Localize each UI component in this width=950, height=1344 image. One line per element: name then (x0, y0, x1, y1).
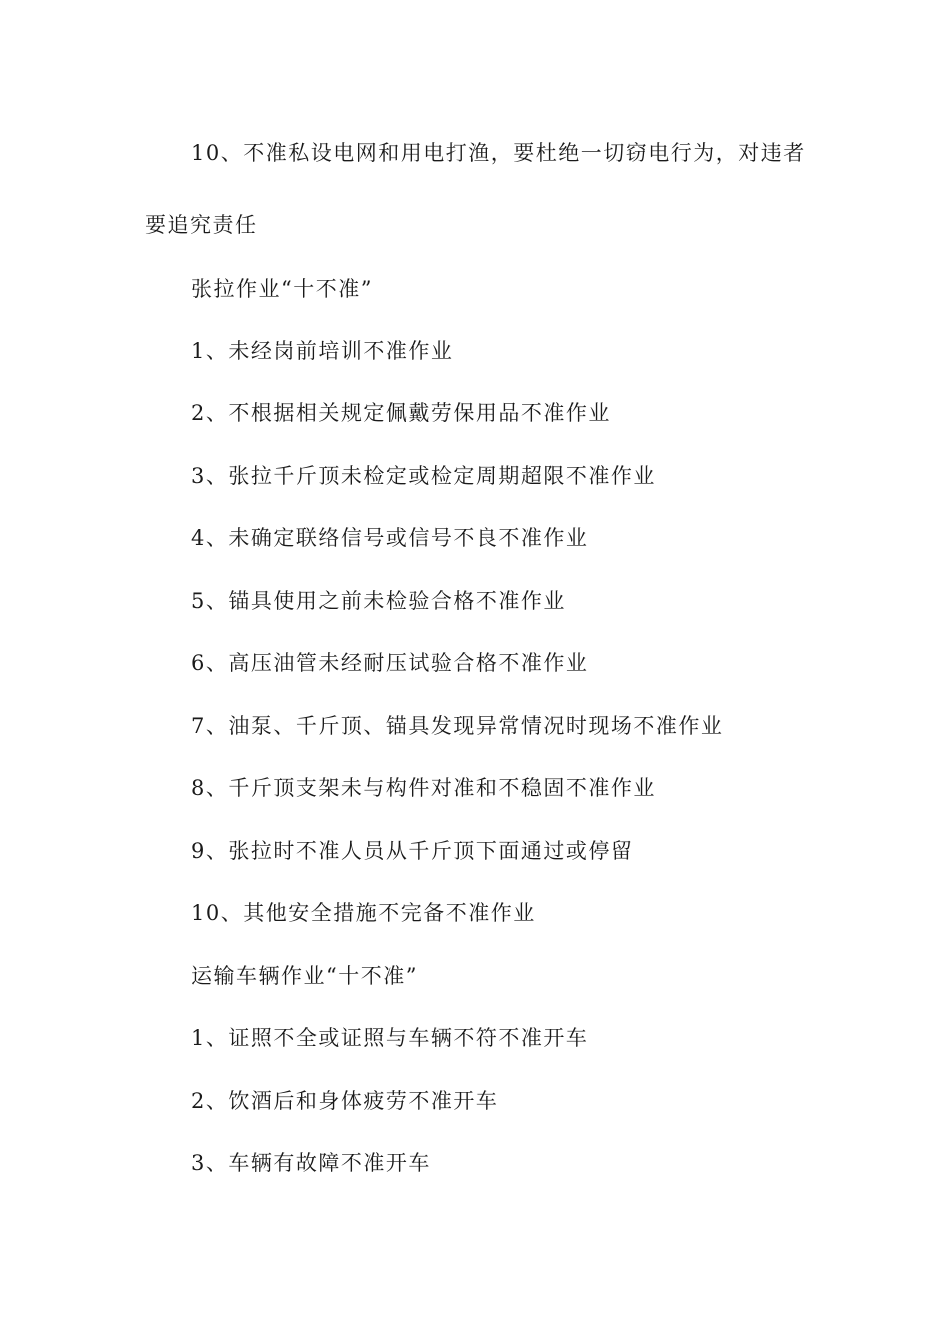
paragraph-rule-10-electric: 10、不准私设电网和用电打渔，要杜绝一切窃电行为，对违者 (191, 141, 806, 165)
list-item: 5、锚具使用之前未检验合格不准作业 (191, 589, 566, 613)
section-heading-vehicles: 运输车辆作业“十不准” (191, 964, 418, 988)
paragraph-continuation: 要追究责任 (145, 213, 258, 237)
list-item: 9、张拉时不准人员从千斤顶下面通过或停留 (191, 839, 634, 863)
list-item: 3、车辆有故障不准开车 (191, 1151, 431, 1175)
list-item: 4、未确定联络信号或信号不良不准作业 (191, 526, 589, 550)
list-item: 2、饮酒后和身体疲劳不准开车 (191, 1089, 499, 1113)
section-heading-tensioning: 张拉作业“十不准” (191, 277, 373, 301)
list-item: 10、其他安全措施不完备不准作业 (191, 901, 536, 925)
list-item: 6、高压油管未经耐压试验合格不准作业 (191, 651, 589, 675)
list-item: 2、不根据相关规定佩戴劳保用品不准作业 (191, 401, 611, 425)
list-item: 1、未经岗前培训不准作业 (191, 339, 454, 363)
list-item: 8、千斤顶支架未与构件对准和不稳固不准作业 (191, 776, 656, 800)
list-item: 3、张拉千斤顶未检定或检定周期超限不准作业 (191, 464, 656, 488)
list-item: 1、证照不全或证照与车辆不符不准开车 (191, 1026, 589, 1050)
list-item: 7、油泵、千斤顶、锚具发现异常情况时现场不准作业 (191, 714, 724, 738)
